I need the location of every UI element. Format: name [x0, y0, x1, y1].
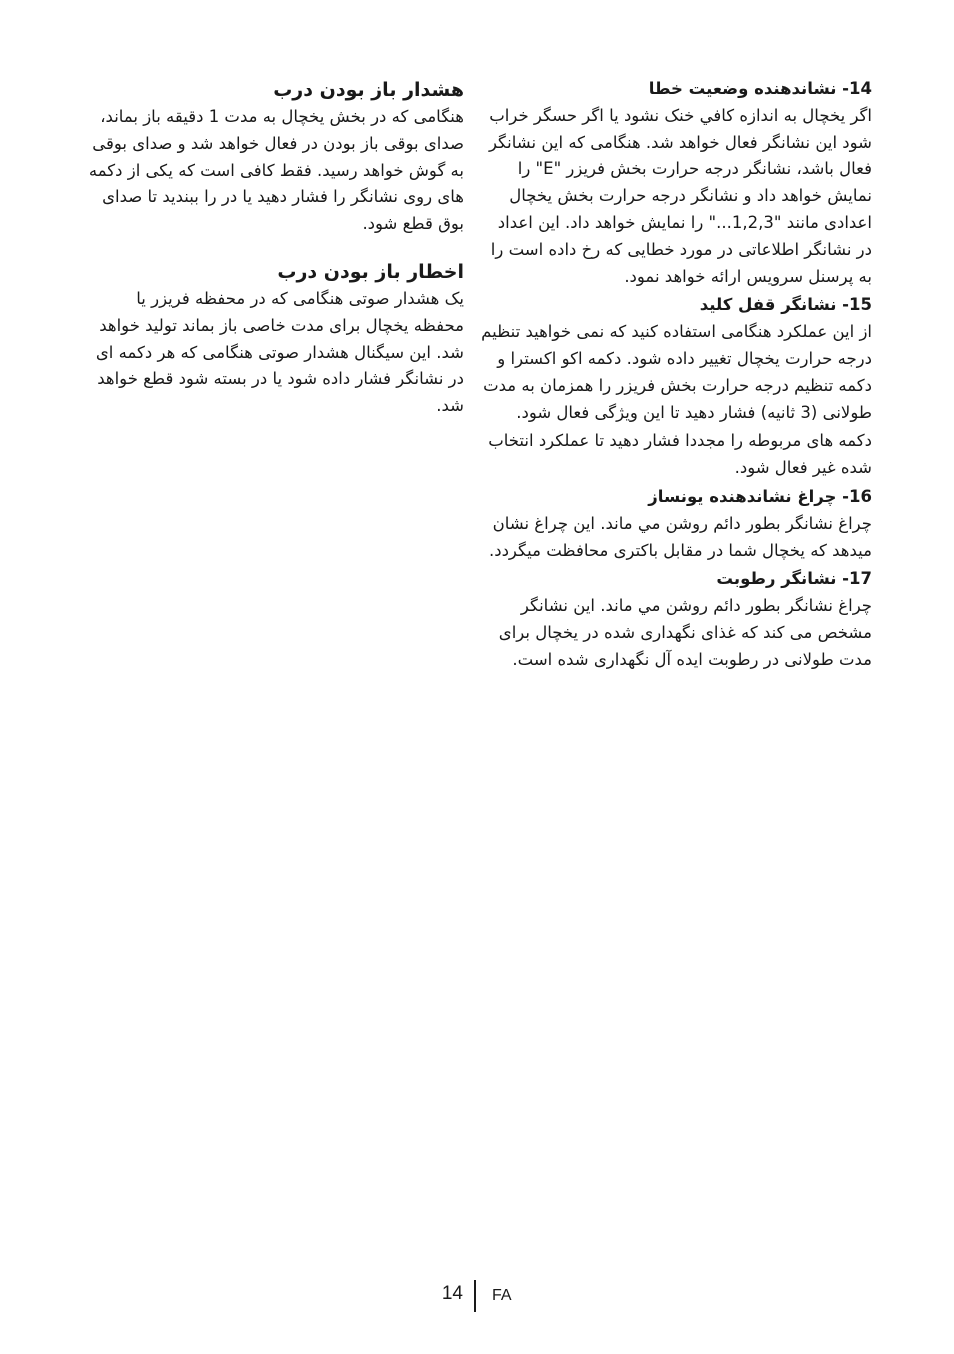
left-column — [84, 76, 464, 422]
section-heading: هشدار باز بودن درب — [273, 79, 464, 101]
section-key-lock — [480, 292, 872, 482]
language-code: FA — [492, 1287, 512, 1304]
section-door-open-alarm — [84, 76, 464, 238]
section-paragraph: هنگامی که در بخش يخچال به مدت 1 دقيقه باز بماند، صدای بوقی باز بودن در فعال خواهد شد و صدای بوقی به گوش خواهد رسيد. فقط کافی است که يکی از دکمه های روی نشانگر را فشار دهيد يا در را ببنديد تا صدای بوق قطع شود. — [88, 107, 464, 234]
section-paragraph: چراغ نشانگر بطور دائم روشن مي ماند. اين نشانگر مشخص می کند که غذای نگهداری شده در يخچال برای مدت طولانی در رطوبت ايده آل نگهداری شده است. — [498, 596, 872, 669]
right-column — [480, 76, 872, 676]
section-paragraph: چراغ نشانگر بطور دائم روشن مي ماند. اين چراغ نشان ميدهد که يخچال شما در مقابل باکتری محافظت ميگردد. — [488, 513, 872, 560]
section-heading: 14- نشاندهنده وضعیت خطا — [648, 79, 872, 98]
page-number: 14 — [441, 1283, 463, 1304]
section-paragraph: یک هشدار صوتی هنگامی که در محفظه فریزر یا محفظه یخچال برای مدت خاصی باز بماند تولید خواهد شد. این سیگنال هشدار صوتی هنگامی که هر دکمه ای در نشانگر فشار داده شود یا در بسته شود قطع خواهد شد. — [95, 288, 464, 416]
section-door-open-warning — [84, 258, 464, 420]
section-heading: اخطار باز بودن درب — [277, 260, 464, 283]
footer-divider — [474, 1280, 476, 1312]
section-ionizer — [480, 484, 872, 564]
section-heading: 15- نشانگر قفل کلید — [699, 295, 872, 315]
section-humidity — [480, 566, 872, 673]
section-paragraph: اگر يخچال به اندازه كافي خنک نشود يا اگر حسگر خراب شود اين نشانگر فعال خواهد شد. هنگامی که اين نشانگر فعال باشد، نشانگر درجه حرارت بخش فريزر "E" را نمايش خواهد داد و نشانگر درجه حرارت بخش يخچال اعدادی مانند "1,2,3..." را نمايش خواهد داد. اين اعداد در نشانگر اطلاعاتی در مورد خطايی که رخ داده است را به پرسنل سرويس ارائه خواهد نمود. — [488, 105, 872, 286]
section-error-indicator — [480, 76, 872, 290]
section-paragraph: از اين عملکرد هنگامی استفاده کنيد که نمی خواهيد تنظيم درجه حرارت يخچال تغيير داده شود. دکمه اکو اکسترا و دکمه تنظيم درجه حرارت بخش فريزر را همزمان به مدت طولانی (3 ثانيه) فشار دهيد تا اين ويژگی فعال شود. — [481, 322, 872, 422]
page-footer — [0, 1280, 954, 1314]
section-heading: 16- چراغ نشاندهنده یونساز — [648, 486, 872, 506]
section-heading: 17- نشانگر رطوبت — [716, 569, 872, 589]
section-paragraph: دکمه های مربوطه را مجددا فشار دهيد تا عملکرد انتخاب شده غير فعال شود. — [488, 431, 872, 478]
